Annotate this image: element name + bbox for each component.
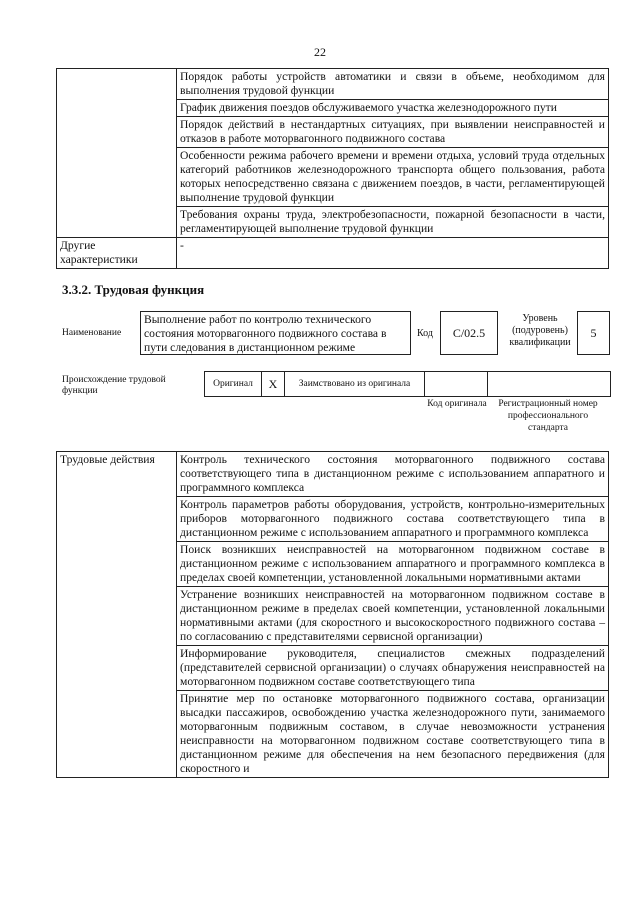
registration-number-caption: Регистрационный номер профессионального стандарта	[498, 399, 598, 433]
origin-label: Происхождение трудовой функции	[62, 375, 166, 396]
table-cell: Принятие мер по остановке моторвагонного подвижного состава, организации высадки пассажиров, освобождению участка железнодорожного пути, занимаемого моторвагонным подвижным составом, в случае невозможности устранения неисправности на моторвагонном подвижном составе соответствующего типа в дистанционном режиме для обеспечения на нем безопасного передвижения (для скоростного и	[177, 691, 609, 778]
labor-actions-label: Трудовые действия	[57, 452, 177, 778]
origin-row	[205, 371, 611, 397]
labor-actions-table	[56, 451, 609, 778]
table-cell: Информирование руководителя, специалистов смежных подразделений (представителей сервисной организации) о случаях обнаружения неисправностей на моторвагонном подвижном составе соответствующего типа	[177, 646, 609, 691]
knowledge-table	[56, 68, 609, 269]
table-cell: Порядок действий в нестандартных ситуациях, при выявлении неисправностей и отказов в работе моторвагонного подвижного состава	[177, 117, 609, 148]
original-label: Оригинал	[204, 371, 262, 397]
table-row	[57, 238, 609, 269]
page-number: 22	[314, 45, 326, 59]
borrowed-label: Заимствовано из оригинала	[284, 371, 425, 397]
original-mark: Х	[261, 371, 285, 397]
code-label: Код	[417, 328, 433, 339]
table-cell: Устранение возникших неисправностей на моторвагонном подвижном составе в дистанционном режиме в пределах своей компетенции, установленной локальными нормативными актами (для скоростного и высокоскоростного подвижного состава – по согласованию с представителями сервисной организации)	[177, 587, 609, 646]
table-cell: Особенности режима рабочего времени и времени отдыха, условий труда отдельных категорий работников железнодорожного транспорта общего пользования, работа которых непосредственно связана с движением поездов, в части, регламентирующей выполнение трудовой функции	[177, 148, 609, 207]
function-name-box: Выполнение работ по контролю технического состояния моторвагонного подвижного состава в пути следования в дистанционном режиме	[140, 311, 411, 355]
table-cell: Требования охраны труда, электробезопасности, пожарной безопасности в части, регламентирующей выполнение трудовой функции	[177, 207, 609, 238]
empty-label-cell	[57, 69, 177, 238]
table-cell: Контроль параметров работы оборудования, устройств, контрольно-измерительных приборов моторвагонного подвижного состава соответствующего типа в дистанционном режиме с использованием аппаратного и программного комплекса	[177, 497, 609, 542]
function-code-box: С/02.5	[440, 311, 498, 355]
other-characteristics-label: Другие характеристики	[57, 238, 177, 269]
other-characteristics-value: -	[177, 238, 609, 269]
level-label: Уровень (подуровень) квалификации	[509, 313, 571, 348]
table-row	[57, 69, 609, 100]
section-heading: 3.3.2. Трудовая функция	[62, 282, 205, 297]
table-cell: Порядок работы устройств автоматики и связи в объеме, необходимом для выполнения трудовой функции	[177, 69, 609, 100]
registration-number-cell	[487, 371, 611, 397]
table-cell: График движения поездов обслуживаемого участка железнодорожного пути	[177, 100, 609, 117]
table-row	[57, 452, 609, 497]
table-cell: Поиск возникших неисправностей на моторвагонном подвижном составе в дистанционном режиме с использованием аппаратного и программного комплекса в пределах своей компетенции, установленной локальными нормативными актами	[177, 542, 609, 587]
qualification-level-box: 5	[577, 311, 610, 355]
original-code-caption: Код оригинала	[427, 399, 487, 409]
name-label: Наименование	[62, 328, 122, 338]
table-cell: Контроль технического состояния моторвагонного подвижного состава соответствующего типа в дистанционном режиме с использованием аппаратного и программного комплекса	[177, 452, 609, 497]
original-code-cell	[424, 371, 488, 397]
